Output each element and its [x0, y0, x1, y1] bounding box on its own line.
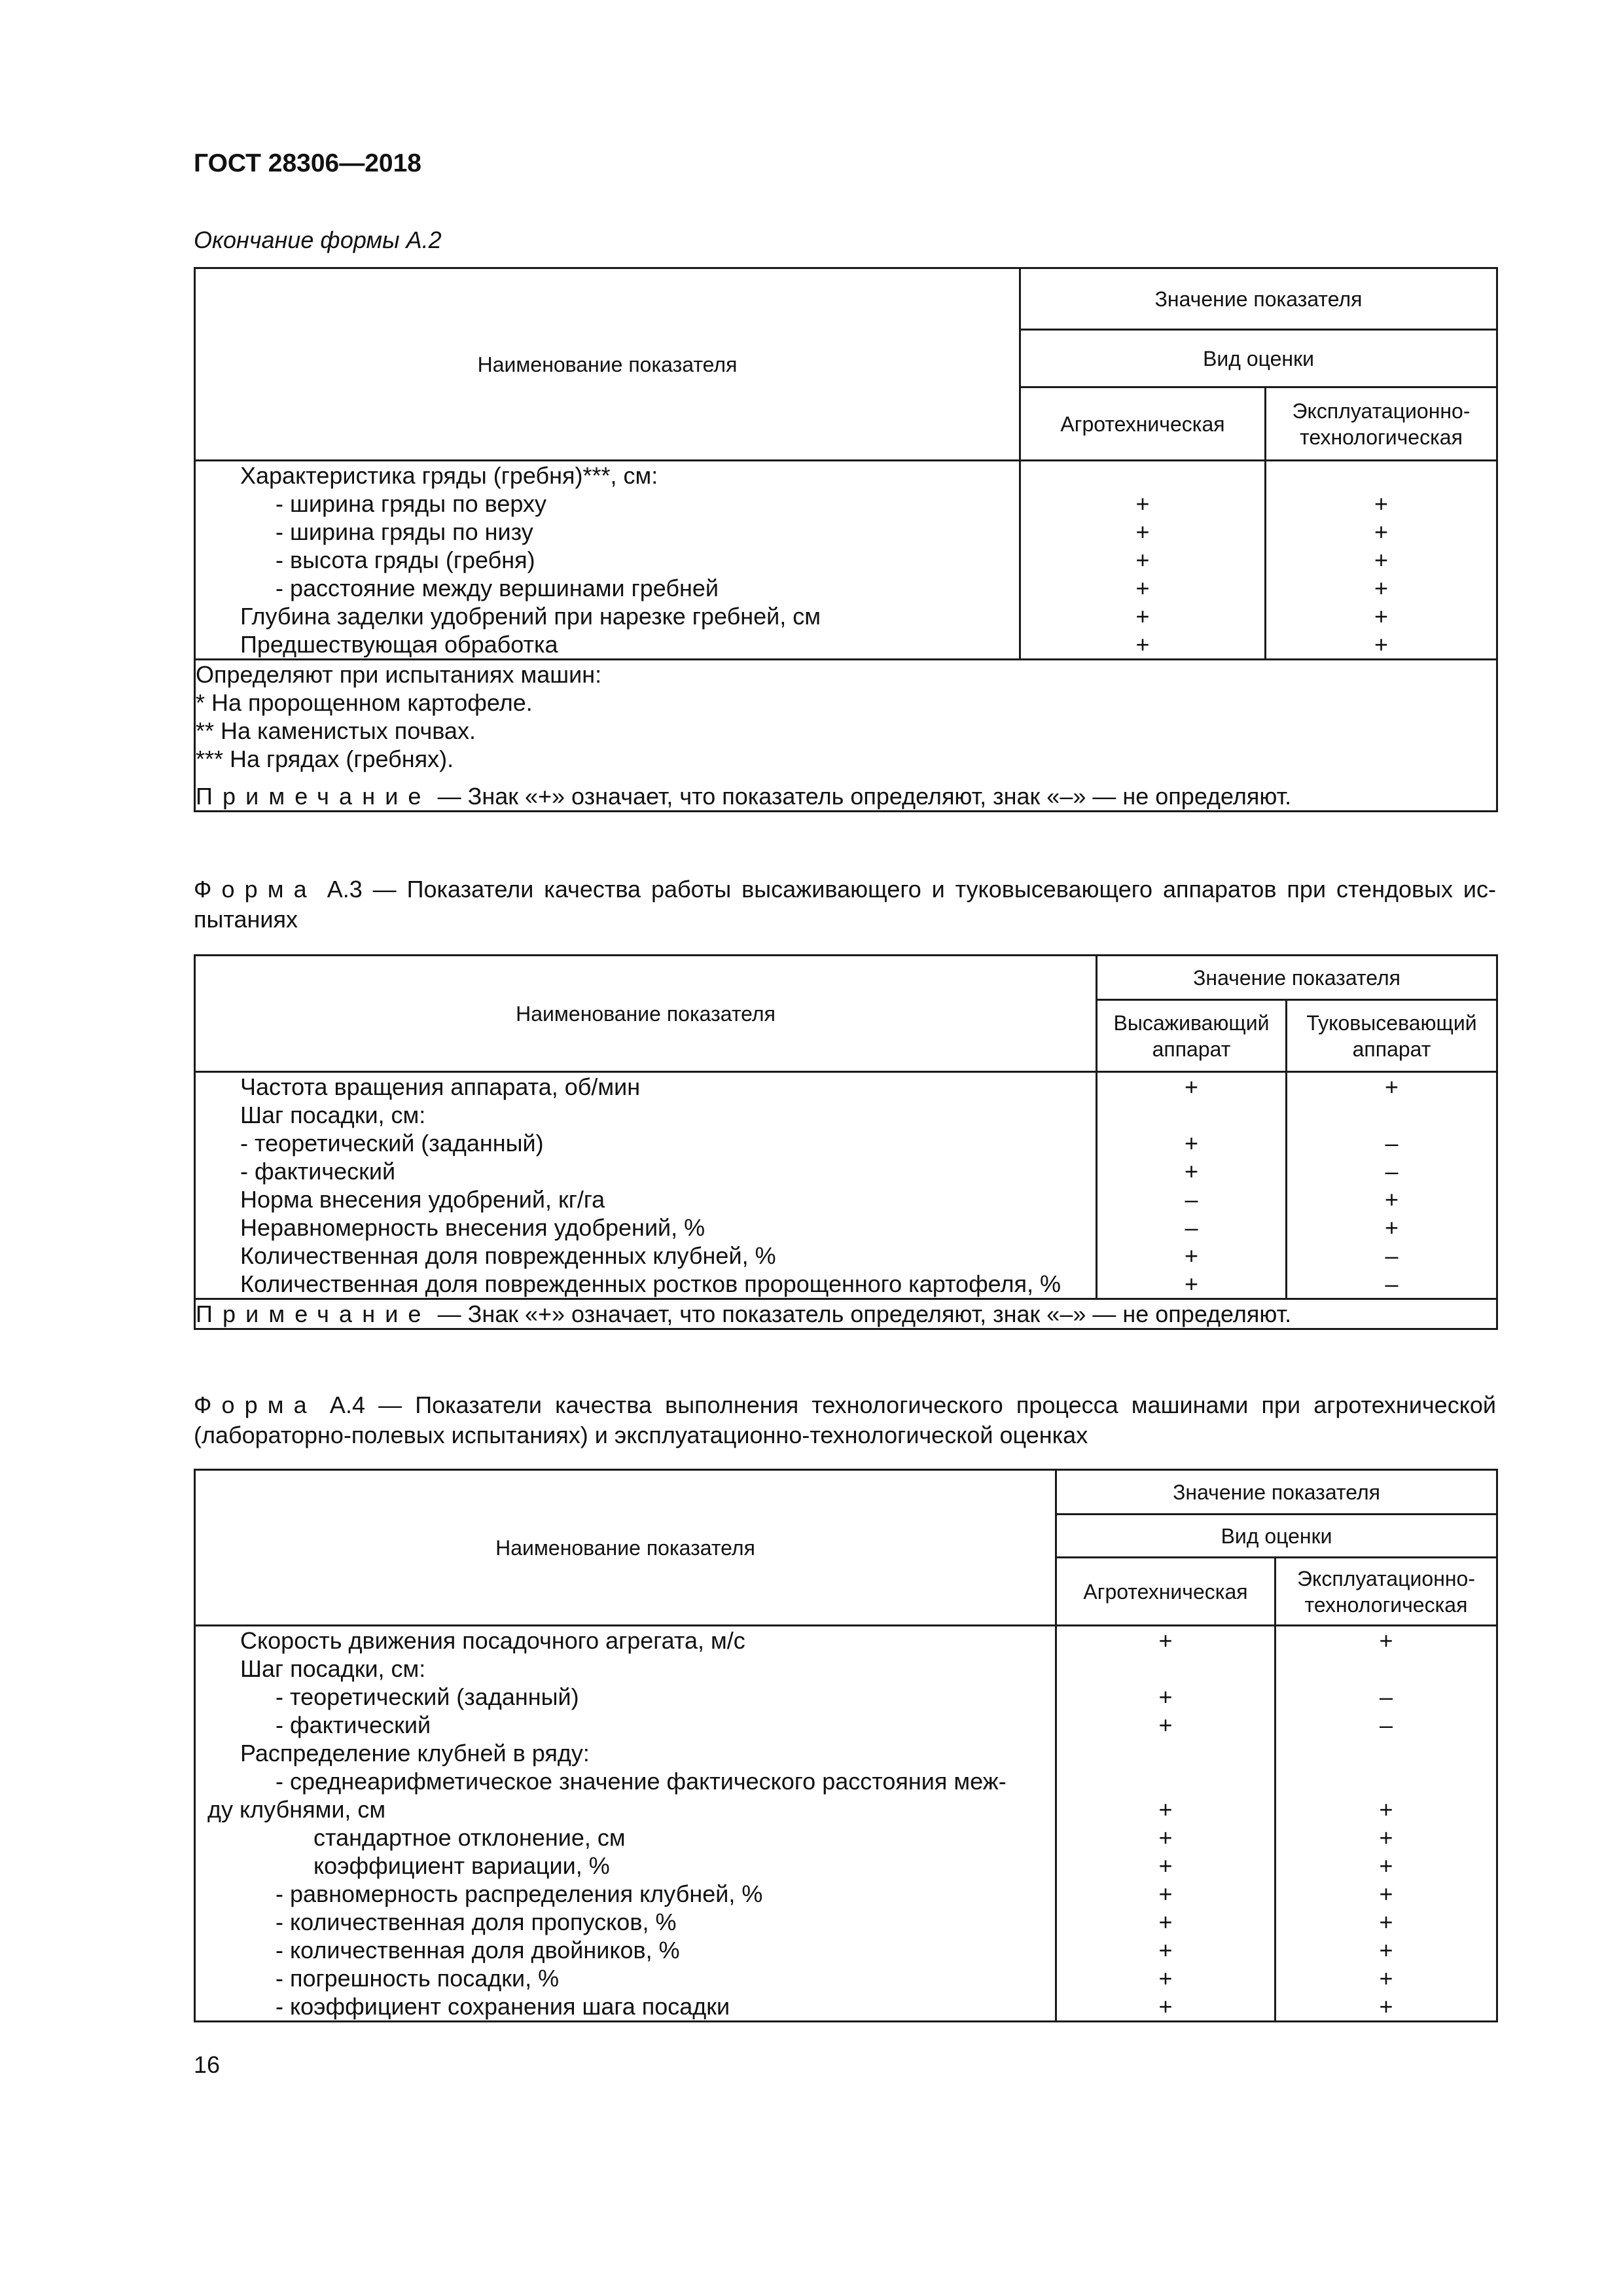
- form-a4-caption: [194, 1390, 1496, 1450]
- caption-text: А.4 — Показатели качества выполнения технологического процесса машинами при агротехнической (лабораторно-полевых испытаниях) и эксплуатационно-технологической оценках: [194, 1391, 1496, 1448]
- form-a3-caption: [194, 874, 1496, 935]
- value-header: Значение показателя: [1056, 1470, 1497, 1515]
- agrotech-values: [1056, 1626, 1275, 2022]
- cell-value: –: [1185, 1186, 1198, 1213]
- cell-value: +: [1158, 1880, 1173, 1907]
- cell-value: +: [1158, 1796, 1173, 1823]
- cell-value: –: [1185, 1214, 1198, 1241]
- exploit-values: [1275, 1626, 1497, 2022]
- row-name: Неравномерность внесения удобрений, %: [240, 1214, 705, 1241]
- value-header: Значение показателя: [1097, 956, 1497, 1000]
- cell-value: +: [1158, 1993, 1173, 2020]
- cell-value: [1266, 461, 1496, 490]
- row-name: - теоретический (заданный): [276, 1683, 579, 1710]
- cell-value: +: [1158, 1627, 1173, 1654]
- cell-value: +: [1379, 1627, 1393, 1654]
- form-label: Форма: [194, 876, 317, 903]
- cell-value: +: [1384, 1073, 1399, 1100]
- cell-value: –: [1385, 1270, 1399, 1297]
- cell-value: +: [1184, 1270, 1199, 1297]
- note-text: — Знак «+» означает, что показатель определяют, знак «–» — не определяют.: [431, 1300, 1292, 1327]
- row-name: Частота вращения аппарата, об/мин: [240, 1073, 641, 1100]
- names-column: [195, 1626, 1056, 2022]
- col-name-header: Наименование показателя: [195, 956, 1097, 1072]
- row-name: - количественная доля двойников, %: [276, 1937, 680, 1964]
- cell-value: –: [1379, 1712, 1393, 1738]
- col-planter-line2: аппарат: [1152, 1037, 1231, 1061]
- cell-value: [1097, 1101, 1285, 1129]
- form-a3-table: [194, 954, 1498, 1330]
- col-exploit-header: [1266, 387, 1497, 461]
- cell-value: [1276, 1655, 1496, 1683]
- names-column: [195, 1072, 1097, 1299]
- col-exploit-header: [1275, 1558, 1497, 1626]
- cell-value: +: [1158, 1965, 1173, 1992]
- note-label: Примечание: [196, 1300, 431, 1327]
- cell-value: +: [1379, 1965, 1393, 1992]
- value-header: Значение показателя: [1020, 268, 1497, 330]
- cell-value: +: [1384, 1186, 1399, 1213]
- col-agrotech-header: Агротехническая: [1020, 387, 1266, 461]
- fertilizer-values: [1287, 1072, 1497, 1299]
- row-name: Шаг посадки, см:: [240, 1655, 426, 1682]
- cell-value: +: [1158, 1852, 1173, 1879]
- document-header: ГОСТ 28306—2018: [194, 149, 421, 177]
- row-name: Норма внесения удобрений, кг/га: [240, 1186, 605, 1213]
- row-name: - высота гряды (гребня): [276, 547, 535, 573]
- exploit-values: [1266, 461, 1497, 660]
- row-name: - ширина гряды по верху: [276, 490, 547, 517]
- cell-value: +: [1379, 1824, 1393, 1851]
- row-name: коэффициент вариации, %: [313, 1852, 610, 1879]
- col-planter-line1: Высаживающий: [1113, 1011, 1270, 1035]
- form-a2-caption: Окончание формы А.2: [194, 226, 442, 253]
- cell-value: +: [1158, 1712, 1173, 1738]
- cell-value: +: [1135, 547, 1150, 573]
- row-name: Количественная доля поврежденных ростков пророщенного картофеля, %: [240, 1270, 1061, 1297]
- cell-value: +: [1135, 603, 1150, 630]
- col-fertilizer-header: [1287, 1000, 1497, 1072]
- note-label: Примечание: [196, 783, 431, 810]
- cell-value: [1057, 1767, 1274, 1795]
- form-a4-table: [194, 1469, 1498, 2022]
- row-name: - коэффициент сохранения шага посадки: [276, 1993, 730, 2020]
- eval-header: Вид оценки: [1020, 330, 1497, 387]
- col-name-header: Наименование показателя: [195, 1470, 1056, 1626]
- cell-value: [1287, 1101, 1496, 1129]
- names-column: [195, 461, 1020, 660]
- row-name: - расстояние между вершинами гребней: [276, 575, 719, 601]
- footnote: * На пророщенном картофеле.: [196, 689, 533, 716]
- cell-value: +: [1379, 1880, 1393, 1907]
- cell-value: +: [1374, 518, 1389, 545]
- cell-value: +: [1379, 1796, 1393, 1823]
- form-a2-table: [194, 267, 1498, 812]
- cell-value: +: [1158, 1683, 1173, 1710]
- footnote: *** На грядах (гребнях).: [196, 745, 454, 772]
- row-name: - среднеарифметическое значение фактического расстояния меж-: [276, 1768, 1007, 1795]
- cell-value: +: [1135, 631, 1150, 658]
- row-name: Количественная доля поврежденных клубней, %: [240, 1242, 776, 1269]
- footnote: ** На каменистых почвах.: [196, 717, 476, 744]
- cell-value: [1057, 1739, 1274, 1767]
- cell-value: +: [1135, 490, 1150, 517]
- note-cell: [195, 1299, 1497, 1329]
- agrotech-values: [1020, 461, 1266, 660]
- cell-value: +: [1184, 1073, 1199, 1100]
- col-agrotech-header: Агротехническая: [1056, 1558, 1275, 1626]
- row-name: - фактический: [240, 1158, 396, 1185]
- cell-value: +: [1158, 1824, 1173, 1851]
- row-name: Шаг посадки, см:: [240, 1102, 426, 1128]
- row-name: - фактический: [276, 1712, 431, 1738]
- col-fertilizer-line1: Туковысевающий: [1306, 1011, 1477, 1035]
- cell-value: +: [1158, 1937, 1173, 1964]
- row-name: Скорость движения посадочного агрегата, м/с: [240, 1627, 745, 1654]
- cell-value: [1057, 1655, 1274, 1683]
- cell-value: –: [1385, 1130, 1399, 1157]
- cell-value: +: [1374, 547, 1389, 573]
- col-exploit-line1: Эксплуатационно-: [1297, 1566, 1475, 1590]
- cell-value: +: [1184, 1158, 1199, 1185]
- col-exploit-line2: технологическая: [1300, 425, 1463, 449]
- cell-value: –: [1385, 1158, 1399, 1185]
- row-name: Характеристика гряды (гребня)***, см:: [240, 462, 658, 489]
- row-name: - теоретический (заданный): [240, 1130, 544, 1157]
- cell-value: +: [1374, 490, 1389, 517]
- caption-text: А.3 — Показатели качества работы высаживающего и туковысевающего аппаратов при стендовых ис-пытаниях: [194, 876, 1496, 933]
- cell-value: +: [1379, 1909, 1393, 1935]
- cell-value: +: [1135, 575, 1150, 601]
- cell-value: +: [1374, 603, 1389, 630]
- row-name: Глубина заделки удобрений при нарезке гребней, см: [240, 603, 821, 630]
- col-planter-header: [1097, 1000, 1287, 1072]
- table-note: [196, 1300, 1496, 1328]
- cell-value: +: [1384, 1214, 1399, 1241]
- cell-value: +: [1379, 1993, 1393, 2020]
- row-name: - ширина гряды по низу: [276, 518, 533, 545]
- cell-value: –: [1385, 1242, 1399, 1269]
- row-name: стандартное отклонение, см: [313, 1824, 626, 1851]
- eval-header: Вид оценки: [1056, 1515, 1497, 1558]
- row-name: - погрешность посадки, %: [276, 1965, 560, 1992]
- row-name: - равномерность распределения клубней, %: [276, 1880, 763, 1907]
- footnote-intro: Определяют при испытаниях машин:: [196, 661, 602, 688]
- table-note: [196, 782, 1496, 810]
- col-exploit-line1: Эксплуатационно-: [1292, 399, 1471, 423]
- row-name: Предшествующая обработка: [240, 631, 558, 658]
- col-name-header: Наименование показателя: [195, 268, 1020, 461]
- cell-value: [1021, 461, 1264, 490]
- cell-value: [1276, 1739, 1496, 1767]
- cell-value: +: [1135, 518, 1150, 545]
- row-name: Распределение клубней в ряду:: [240, 1740, 590, 1767]
- cell-value: +: [1184, 1130, 1199, 1157]
- cell-value: +: [1379, 1937, 1393, 1964]
- cell-value: +: [1184, 1242, 1199, 1269]
- form-label: Форма: [194, 1391, 317, 1418]
- cell-value: –: [1379, 1683, 1393, 1710]
- row-name: - количественная доля пропусков, %: [276, 1909, 677, 1935]
- cell-value: +: [1374, 631, 1389, 658]
- cell-value: +: [1379, 1852, 1393, 1879]
- row-name: ду клубнями, см: [207, 1796, 386, 1823]
- footnotes-cell: [195, 660, 1497, 812]
- cell-value: +: [1158, 1909, 1173, 1935]
- col-exploit-line2: технологическая: [1304, 1592, 1468, 1617]
- cell-value: +: [1374, 575, 1389, 601]
- page-number: 16: [194, 2051, 221, 2078]
- planter-values: [1097, 1072, 1287, 1299]
- note-text: — Знак «+» означает, что показатель определяют, знак «–» — не определяют.: [431, 783, 1292, 810]
- col-fertilizer-line2: аппарат: [1352, 1037, 1431, 1061]
- cell-value: [1276, 1767, 1496, 1795]
